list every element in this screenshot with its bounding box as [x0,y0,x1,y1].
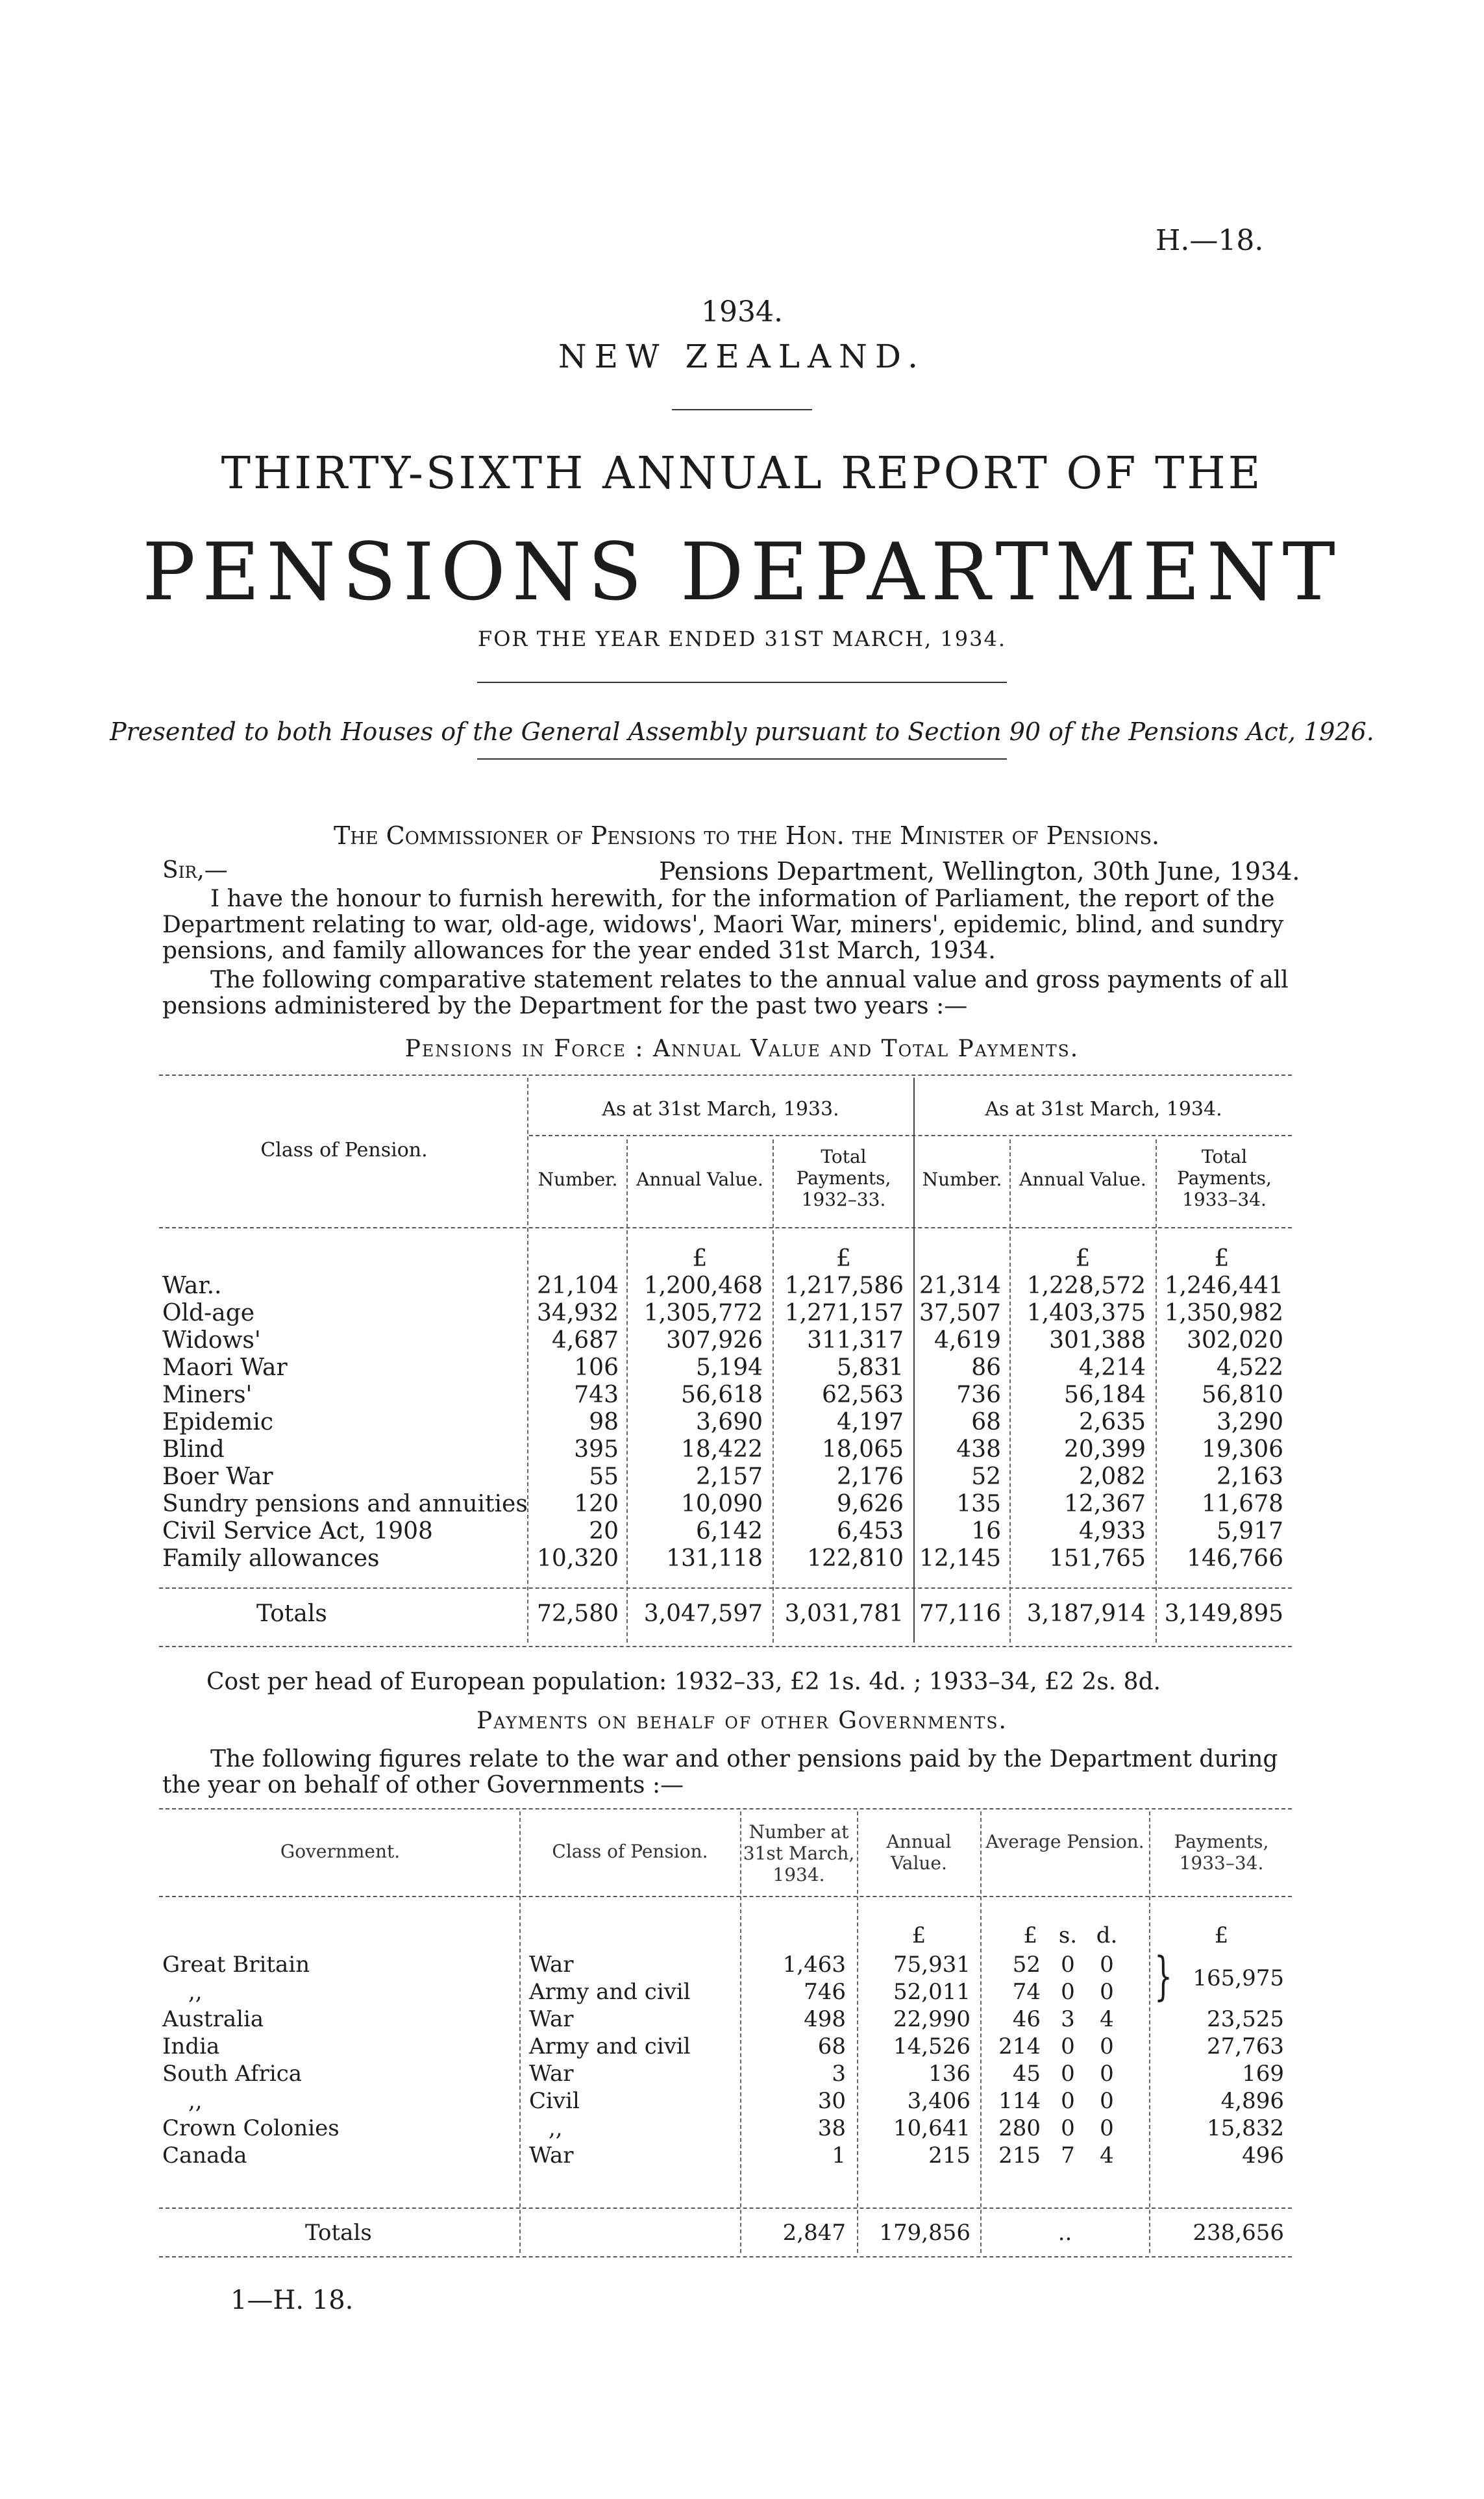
col-number: 1,463 746 498 68 3 30 38 1 [782,1952,846,2169]
table-row-label: Blind [162,1436,225,1463]
letter-location-date: Pensions Department, Wellington, 30th June, 1934. [659,857,1300,886]
total-number-1933: 72,580 [537,1600,619,1627]
table2-title: Payments on behalf of other Governments. [476,1708,1008,1734]
total-annual-1933: 3,047,597 [643,1600,763,1627]
col-annual-1933: 1,200,468 1,305,772 307,926 5,194 56,618 3,690 18,422 2,157 10,090 6,142 131,118 [643,1273,763,1572]
currency-mark: £ [1214,1922,1229,1948]
comparative-paragraph: The following comparative statement relates to the annual value and gross payments of all pensions administered by the Department for the past two years :— [162,967,1289,1019]
table-row-government: ,, [188,1979,203,2005]
total-annual: 179,856 [879,2220,971,2246]
divider [477,682,1007,683]
row-labels [162,1273,526,1573]
letter-addressee: The Commissioner of Pensions to the Hon. the Minister of Pensions. [333,821,1160,850]
lsd-shillings: s. [1058,1922,1078,1948]
table-row-government: Great Britain [162,1952,310,1978]
col-number-1933: 21,104 34,932 4,687 106 743 98 395 55 120 20 10,320 [537,1273,619,1572]
presented-note: Presented to both Houses of the General Assembly pursuant to Section 90 of the Pensions Act, 1926. [110,717,1374,746]
totals-label: Totals [256,1600,327,1627]
brace-icon: } [1154,1946,1172,2006]
table-row-label: Widows' [162,1327,261,1354]
divider [672,409,812,410]
lsd-pounds: £ [1023,1922,1037,1948]
col-annual-1934: 1,228,572 1,403,375 301,388 4,214 56,184 2,635 20,399 2,082 12,367 4,933 151,765 [1026,1273,1146,1572]
col-header-annual: Annual Value. [886,1831,952,1874]
total-annual-1934: 3,187,914 [1026,1600,1146,1627]
col-header-payments: Payments, 1933–34. [1174,1831,1269,1874]
footer-code: 1—H. 18. [230,2285,354,2315]
table-row-government: South Africa [162,2061,303,2087]
table-row-label: Boer War [162,1463,273,1490]
table-row-label: Civil Service Act, 1908 [162,1518,433,1545]
table-row-government: Canada [162,2143,247,2169]
col-average-pounds: 52 74 46 214 45 114 280 215 [998,1952,1041,2169]
lsd-pence: d. [1096,1922,1118,1948]
currency-mark: £ [1214,1245,1230,1272]
col-government [162,1951,513,2169]
table-row-label: Epidemic [162,1409,273,1436]
report-year: 1934. [701,295,783,329]
currency-mark: £ [836,1245,851,1272]
col-average-shillings: 0 0 3 0 0 0 0 7 [1061,1952,1075,2169]
table-row-government: Crown Colonies [162,2115,340,2141]
col-header-government: Government. [280,1841,401,1862]
col-header-average: Average Pension. [985,1831,1144,1852]
total-payments: 238,656 [1193,2220,1284,2246]
total-payments-1933: 3,031,781 [784,1600,904,1627]
table-row-label: Sundry pensions and annuities [162,1491,528,1517]
report-title-main: PENSIONS DEPARTMENT [142,526,1342,618]
col-class: War Army and civil War Army and civil War Civil ,, War [529,1952,691,2169]
col-header-class: Class of Pension. [260,1139,428,1162]
currency-mark: £ [911,1922,926,1948]
col-header-class: Class of Pension. [552,1841,708,1862]
salutation: Sir,— [162,857,228,884]
col-header-number-1934: Number. [922,1169,1002,1190]
table-row-government: Australia [162,2006,264,2032]
other-governments-paragraph: The following figures relate to the war and other pensions paid by the Department during the year on behalf of other Governments :— [162,1746,1278,1798]
col-annual: 75,931 52,011 22,990 14,526 136 3,406 10,641 215 [893,1952,971,2169]
group-header-1934: As at 31st March, 1934. [985,1098,1222,1121]
col-header-annual-1933: Annual Value. [636,1169,763,1190]
payment-great-britain: 165,975 [1193,1965,1284,1991]
currency-mark: £ [1075,1245,1091,1272]
table-row-label: Maori War [162,1354,288,1381]
col-payments: 23,525 27,763 169 4,896 15,832 496 [1207,2006,1284,2169]
col-header-annual-1934: Annual Value. [1019,1169,1146,1190]
table-row-label: Miners' [162,1382,253,1408]
table-row-label: Old-age [162,1300,255,1326]
report-period: FOR THE YEAR ENDED 31ST MARCH, 1934. [477,627,1006,651]
col-header-number-1933: Number. [538,1169,618,1190]
cost-per-head: Cost per head of European population: 1932–33, £2 1s. 4d. ; 1933–34, £2 2s. 8d. [206,1669,1161,1695]
table-row-label: Family allowances [162,1545,380,1572]
col-header-number: Number at 31st March, 1934. [743,1821,855,1885]
total-average: .. [1057,2220,1072,2246]
table-row-government: ,, [188,2088,203,2114]
country-heading: NEW ZEALAND. [558,338,926,375]
col-number-1934: 21,314 37,507 4,619 86 736 68 438 52 135 16 12,145 [919,1273,1001,1572]
divider [477,758,1007,760]
group-header-1933: As at 31st March, 1933. [602,1098,839,1121]
table-row-government: India [162,2033,220,2059]
report-title-line1: THIRTY-SIXTH ANNUAL REPORT OF THE [221,448,1263,499]
table1-title: Pensions in Force : Annual Value and Total Payments. [404,1036,1080,1062]
currency-mark: £ [692,1245,708,1272]
col-total-1933: 1,217,586 1,271,157 311,317 5,831 62,563 4,197 18,065 2,176 9,626 6,453 122,810 [784,1273,904,1572]
total-number-1934: 77,116 [919,1600,1001,1627]
table-row-label: War.. [162,1273,222,1299]
intro-paragraph: I have the honour to furnish herewith, for the information of Parliament, the report of the Department relating to war, old-age, widows', Maori War, miners', epidemic, blind, and sundry pensions, and family allowances for the year ended 31st March, 1934. [162,886,1284,964]
col-header-total-1934: Total Payments, 1933–34. [1177,1146,1272,1210]
col-total-1934: 1,246,441 1,350,982 302,020 4,522 56,810 3,290 19,306 2,163 11,678 5,917 146,766 [1164,1273,1283,1572]
total-payments-1934: 3,149,895 [1164,1600,1283,1627]
totals-label: Totals [305,2220,372,2246]
col-header-total-1933: Total Payments, 1932–33. [796,1146,891,1210]
document-code: H.—18. [1156,224,1264,257]
col-average-pence: 0 0 4 0 0 0 0 4 [1100,1952,1114,2169]
total-number: 2,847 [782,2220,846,2246]
